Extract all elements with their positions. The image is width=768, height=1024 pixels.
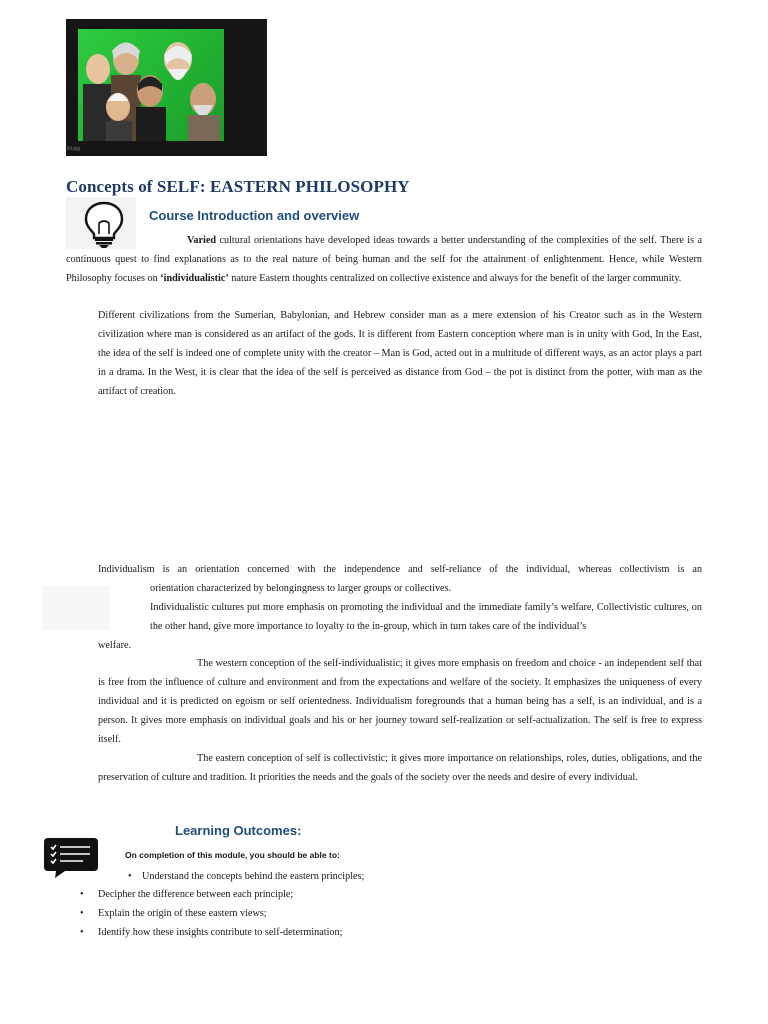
outcome-item-text: Identify how these insights contribute to self-determination;: [98, 927, 343, 938]
outcome-item-text: Explain the origin of these eastern views;: [98, 908, 267, 919]
checklist-speech-icon: [43, 837, 99, 879]
cultures-paragraph: Individualistic cultures put more emphasis on promoting the individual and the immediate family’s welfare, Collectivistic cultures, on the other hand, give more importance to loyalty to the in-group, which in turn takes care of the individual’s: [150, 602, 702, 632]
decorative-box: [42, 586, 110, 630]
individualism-line1: Individualism is an orientation concerned with the independence and self-reliance of the individual, whereas collectivism is an: [98, 564, 702, 575]
page-title: Concepts of SELF: EASTERN PHILOSOPHY: [66, 177, 410, 196]
intro-text: cultural orientations have developed ideas towards a better understanding of the complexities of the self. There is a continuous quest to find explanations as to the real nature of being human and the self for the attainment of enlightenment. Hence, while Western Philosophy focuses on: [66, 235, 702, 284]
western-conception-paragraph: The western conception of the self-individualistic; it gives more emphasis on freedom and choice - an independent self that is free from the influence of culture and environment and from the expectations and welfare of the society. It emphasizes the uniqueness of every individual and it is predicted on egoism or self orientedness. Individualism foregrounds that a human being has a self, is an individual, and is a person. It gives more emphasis on individual goals and his or her journey toward self-realization or self-actualization. The self is free to express itself.: [98, 658, 702, 745]
outcome-item: • Explain the origin of these eastern views;: [80, 908, 267, 919]
outcome-item-text: Decipher the difference between each principle;: [98, 889, 294, 900]
learning-outcomes-heading: Learning Outcomes:: [175, 823, 302, 838]
civilizations-paragraph: Different civilizations from the Sumerian, Babylonian, and Hebrew consider man as a mere extension of his Creator such as in the Western civilization where man is considered as an artifact of the gods. It is different from Eastern conception where man is in unity with God, In the East, the idea of the self is indeed one of complete unity with the creator – Man is God, acted out in a multitude of different ways, as an actor plays a part in a drama. In the West, it is clear that the idea of the self is perceived as distance from God – the pot is distinct from the potter, with man as the artifact of creation.: [98, 310, 702, 397]
image-caption: ild.jpg: [67, 146, 81, 152]
section-heading: Course Introduction and overview: [149, 208, 360, 223]
outcomes-intro: On completion of this module, you should be able to:: [125, 850, 340, 860]
header-image: [66, 19, 267, 156]
cultures-paragraph-end: welfare.: [98, 640, 132, 651]
philosophers-photo: [78, 29, 224, 141]
individualism-line2: orientation characterized by belongingness to larger groups or collectives.: [150, 583, 452, 594]
intro-emphasis: ‘individualistic’: [160, 273, 229, 284]
outcome-item-text: Understand the concepts behind the eastern principles;: [142, 871, 365, 882]
intro-paragraph: [66, 231, 702, 288]
outcome-item: • Understand the concepts behind the eastern principles;: [128, 871, 365, 882]
intro-tail: nature Eastern thoughts centralized on collective existence and always for the benefit of the larger community.: [228, 273, 682, 284]
outcome-item: • Identify how these insights contribute to self-determination;: [80, 927, 343, 938]
outcome-item: • Decipher the difference between each principle;: [80, 889, 294, 900]
eastern-conception-paragraph: The eastern conception of self is collectivistic; it gives more importance on relationships, roles, duties, obligations, and the preservation of culture and tradition. It priorities the needs and the goals of the society over the needs and desire of every individual.: [98, 753, 702, 783]
intro-lead: Varied: [187, 235, 217, 246]
